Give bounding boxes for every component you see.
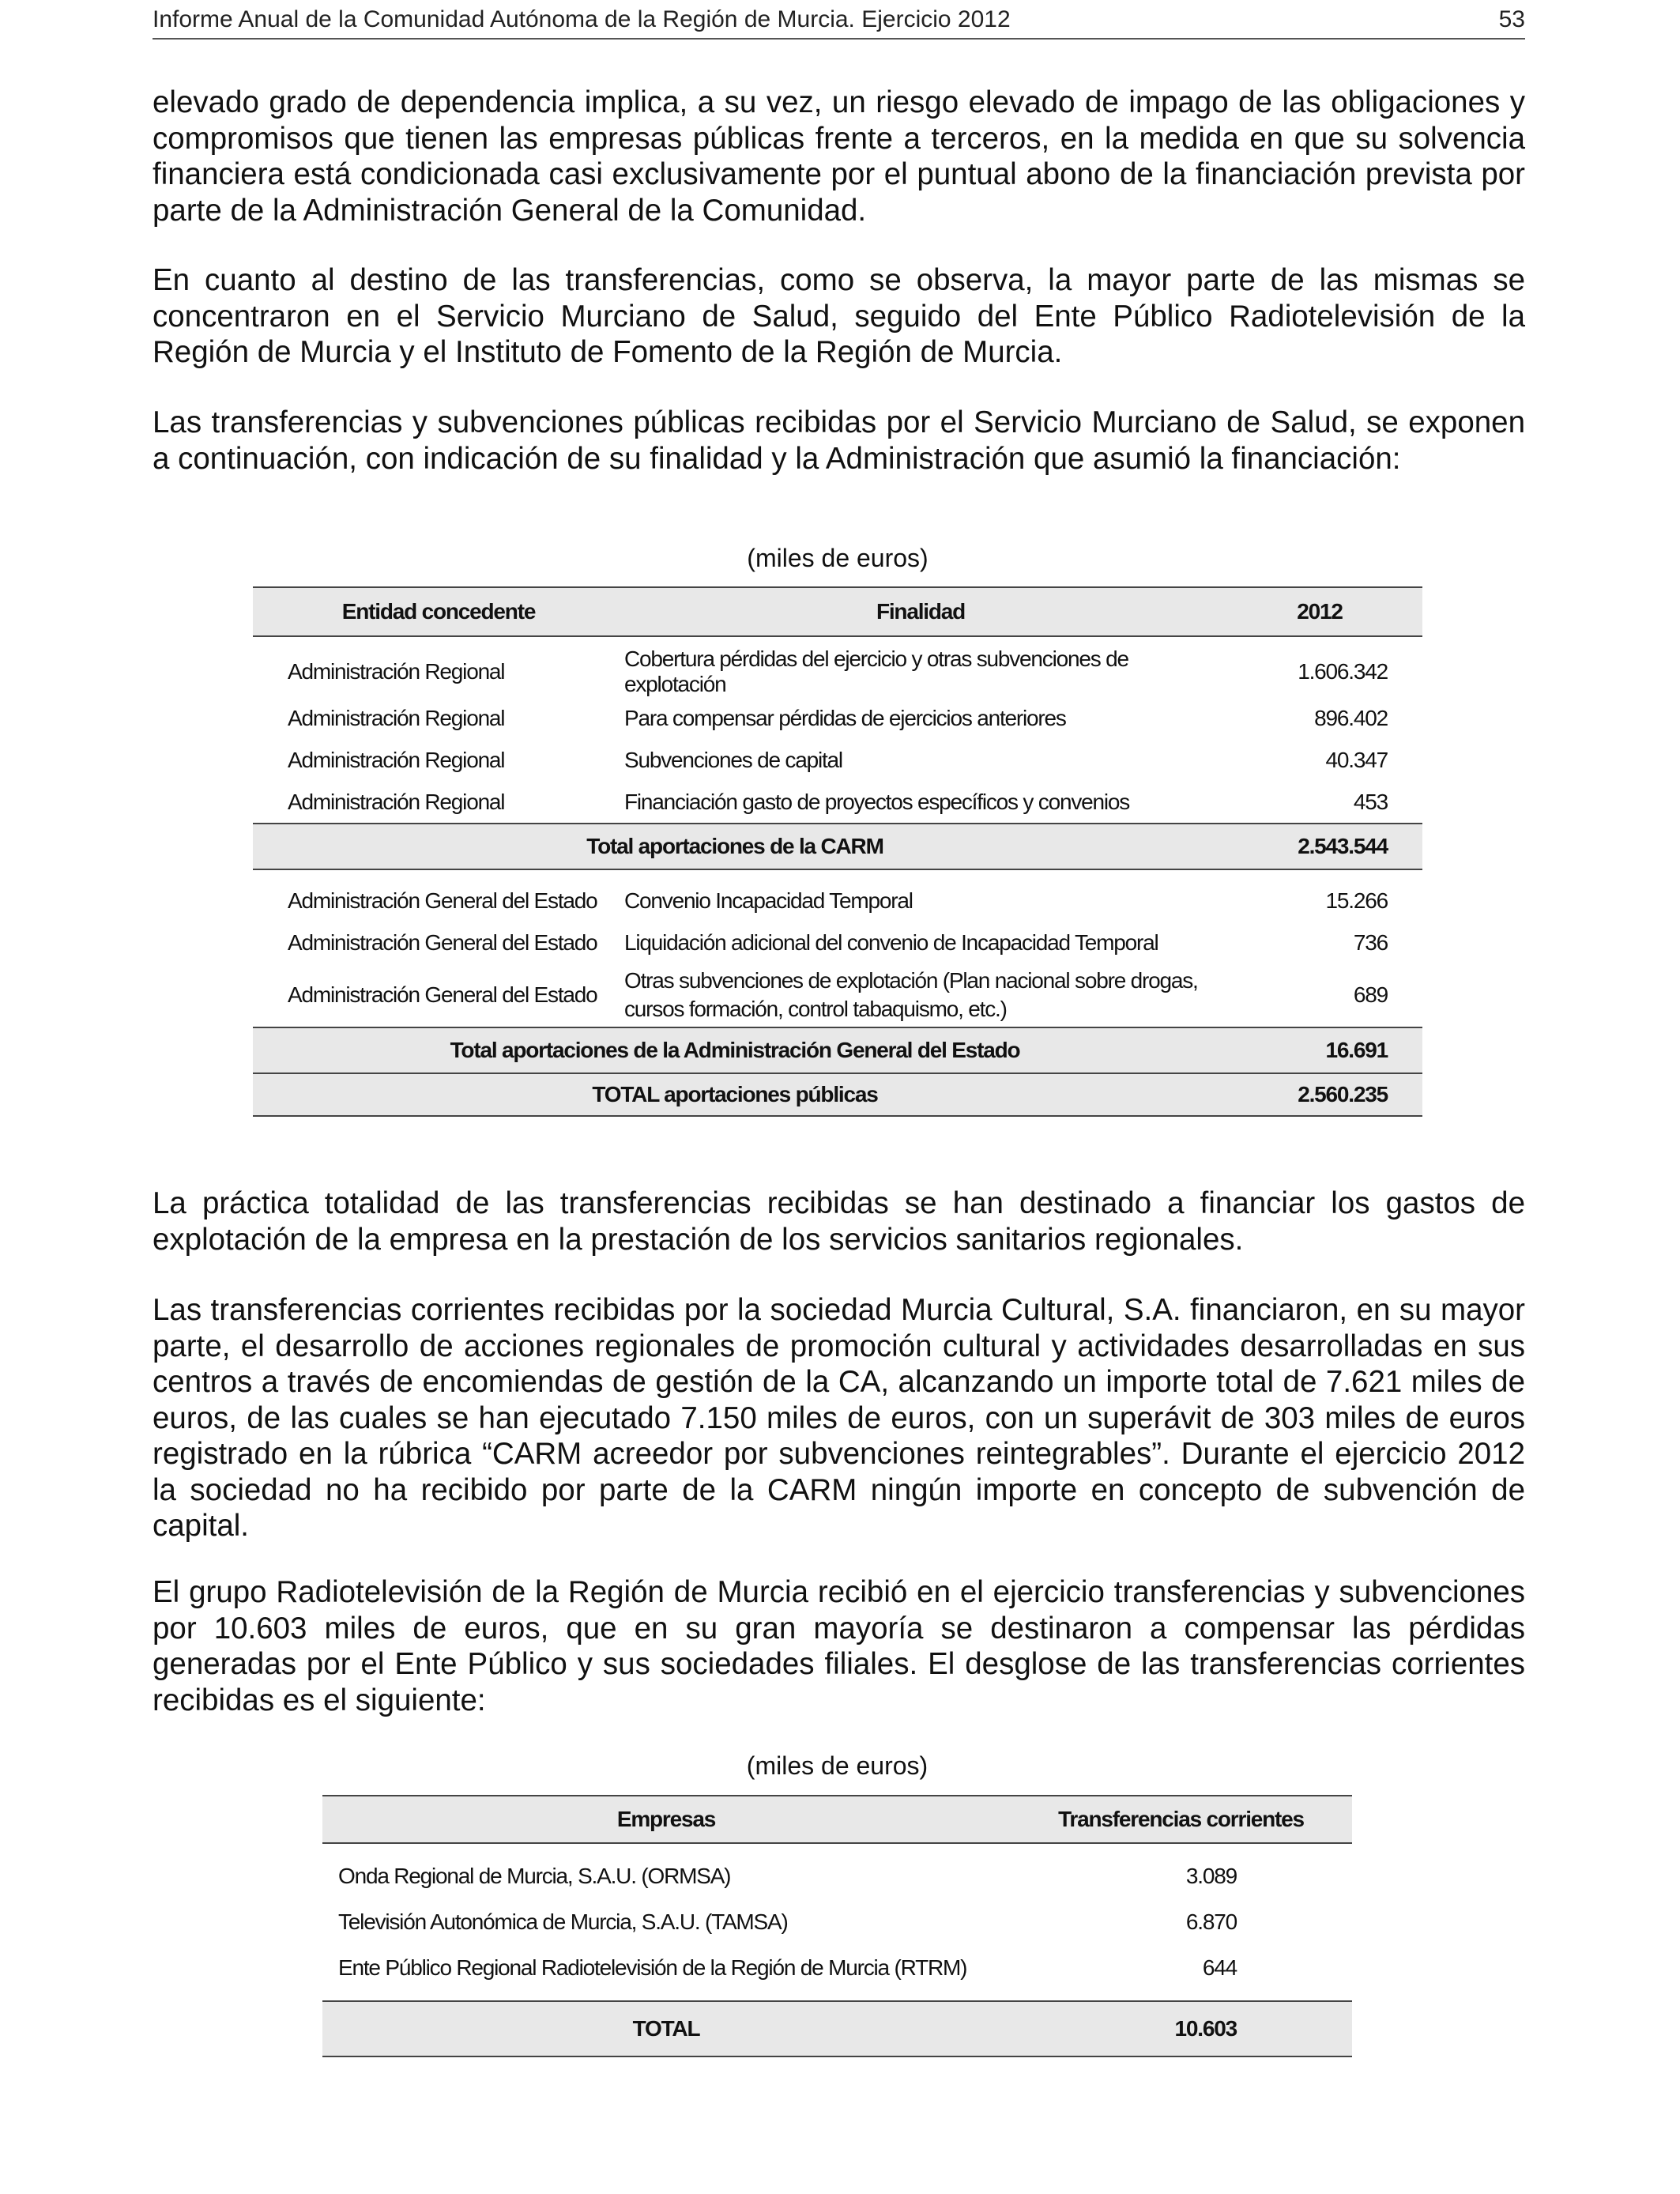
paragraph-1: elevado grado de dependencia implica, a su vez, un riesgo elevado de impago de las obligaciones y compromisos que tienen las empresas públicas frente a terceros, en la medida en que su solvencia financiera está condicionada casi exclusivamente por el puntual abono de la financiación prevista por parte de la Administración General de la Comunidad. xyxy=(153,85,1525,228)
cell-finalidad: Subvenciones de capital xyxy=(624,747,842,772)
cell-value: 3.089 xyxy=(1185,1864,1237,1888)
cell-entidad: Administración General del Estado xyxy=(288,888,597,913)
column-header-empresas: Empresas xyxy=(322,1796,1010,1843)
cell-value: 644 xyxy=(1202,1955,1237,1980)
total-publicas-label: TOTAL aportaciones públicas xyxy=(253,1073,1217,1116)
column-header-transferencias: Transferencias corrientes xyxy=(1010,1796,1352,1843)
cell-finalidad: Liquidación adicional del convenio de Incapacidad Temporal xyxy=(624,929,1158,955)
total-publicas-value: 2.560.235 xyxy=(1217,1073,1422,1116)
table-row xyxy=(322,1899,1352,1945)
table-row xyxy=(322,1853,1352,1899)
column-header-entidad: Entidad concedente xyxy=(253,587,624,636)
cell-value: 15.266 xyxy=(1325,888,1388,913)
cell-entidad: Administración Regional xyxy=(288,747,505,772)
paragraph-2: En cuanto al destino de las transferencias, como se observa, la mayor parte de las mismas se concentraron en el Servicio Murciano de Salud, seguido del Ente Público Radiotelevisión de la Región de Murcia y el Instituto de Fomento de la Región de Murcia. xyxy=(153,263,1525,369)
table-row xyxy=(253,963,1422,1027)
cell-entidad: Administración Regional xyxy=(288,789,505,814)
transfers-table xyxy=(253,586,1422,1117)
cell-value: 6.870 xyxy=(1185,1909,1237,1934)
table2-caption: (miles de euros) xyxy=(746,1751,929,1780)
total-age-label: Total aportaciones de la Administración General del Estado xyxy=(253,1027,1217,1073)
cell-value: 40.347 xyxy=(1325,747,1388,772)
table-header-row xyxy=(253,587,1422,636)
cell-empresa: Ente Público Regional Radiotelevisión de la Región de Murcia (RTRM) xyxy=(338,1955,967,1980)
table-row xyxy=(253,647,1422,697)
total-carm-row xyxy=(253,824,1422,869)
total-row xyxy=(322,2001,1352,2056)
cell-finalidad: Otras subvenciones de explotación (Plan nacional sobre drogas, cursos formación, control tabaquismo, etc.) xyxy=(624,968,1198,1021)
table-row xyxy=(322,1945,1352,1991)
table-row xyxy=(253,922,1422,963)
total-label: TOTAL xyxy=(322,2001,1010,2056)
paragraph-6: El grupo Radiotelevisión de la Región de Murcia recibió en el ejercicio transferencias y subvenciones por 10.603 miles de euros, que en su gran mayoría se destinaron a compensar las pérdidas generadas por el Ente Público y sus sociedades filiales. El desglose de las transferencias corrientes recibidas es el siguiente: xyxy=(153,1575,1525,1717)
cell-entidad: Administración Regional xyxy=(288,659,505,684)
cell-entidad: Administración Regional xyxy=(288,705,505,730)
table-header-row xyxy=(322,1796,1352,1843)
rtrm-transfers-table xyxy=(322,1795,1352,2057)
cell-entidad: Administración General del Estado xyxy=(288,982,597,1007)
table-row xyxy=(253,697,1422,739)
cell-finalidad: Financiación gasto de proyectos específicos y convenios xyxy=(624,789,1130,814)
table-row xyxy=(253,781,1422,824)
cell-empresa: Televisión Autonómica de Murcia, S.A.U. (TAMSA) xyxy=(338,1909,788,1934)
total-age-value: 16.691 xyxy=(1217,1027,1422,1073)
cell-value: 1.606.342 xyxy=(1298,659,1388,684)
total-publicas-row xyxy=(253,1073,1422,1116)
page-number: 53 xyxy=(1498,6,1525,32)
table1-caption: (miles de euros) xyxy=(747,544,929,572)
paragraph-5: Las transferencias corrientes recibidas por la sociedad Murcia Cultural, S.A. financiaron, en su mayor parte, el desarrollo de acciones regionales de promoción cultural y actividades desarrolladas en sus centros a través de encomiendas de gestión de la CA, alcanzando un importe total de 7.621 miles de euros, de las cuales se han ejecutado 7.150 miles de euros, con un superávit de 303 miles de euros registrado en la rúbrica “CARM acreedor por subvenciones reintegrables”. Durante el ejercicio 2012 la sociedad no ha recibido por parte de la CARM ningún importe en concepto de subvención de capital. xyxy=(153,1293,1525,1543)
cell-value: 689 xyxy=(1353,982,1388,1007)
total-carm-value: 2.543.544 xyxy=(1217,824,1422,869)
total-value: 10.603 xyxy=(1010,2001,1352,2056)
table-row xyxy=(253,880,1422,922)
column-header-finalidad: Finalidad xyxy=(624,587,1217,636)
cell-entidad: Administración General del Estado xyxy=(288,929,597,955)
total-carm-label: Total aportaciones de la CARM xyxy=(253,824,1217,869)
cell-value: 896.402 xyxy=(1314,705,1388,730)
page-header xyxy=(153,6,1525,40)
cell-finalidad: Para compensar pérdidas de ejercicios anteriores xyxy=(624,705,1066,730)
cell-value: 453 xyxy=(1353,789,1388,814)
cell-value: 736 xyxy=(1353,929,1388,955)
cell-finalidad: Convenio Incapacidad Temporal xyxy=(624,888,913,913)
paragraph-4: La práctica totalidad de las transferencias recibidas se han destinado a financiar los gastos de explotación de la empresa en la prestación de los servicios sanitarios regionales. xyxy=(153,1186,1525,1257)
cell-empresa: Onda Regional de Murcia, S.A.U. (ORMSA) xyxy=(338,1864,731,1888)
column-header-2012: 2012 xyxy=(1217,587,1422,636)
total-age-row xyxy=(253,1027,1422,1073)
table-row xyxy=(253,739,1422,781)
cell-finalidad: Cobertura pérdidas del ejercicio y otras subvenciones de explotación xyxy=(624,647,1128,696)
paragraph-3: Las transferencias y subvenciones públicas recibidas por el Servicio Murciano de Salud, se exponen a continuación, con indicación de su finalidad y la Administración que asumió la financiación: xyxy=(153,405,1525,476)
report-title: Informe Anual de la Comunidad Autónoma de la Región de Murcia. Ejercicio 2012 xyxy=(153,6,1011,32)
